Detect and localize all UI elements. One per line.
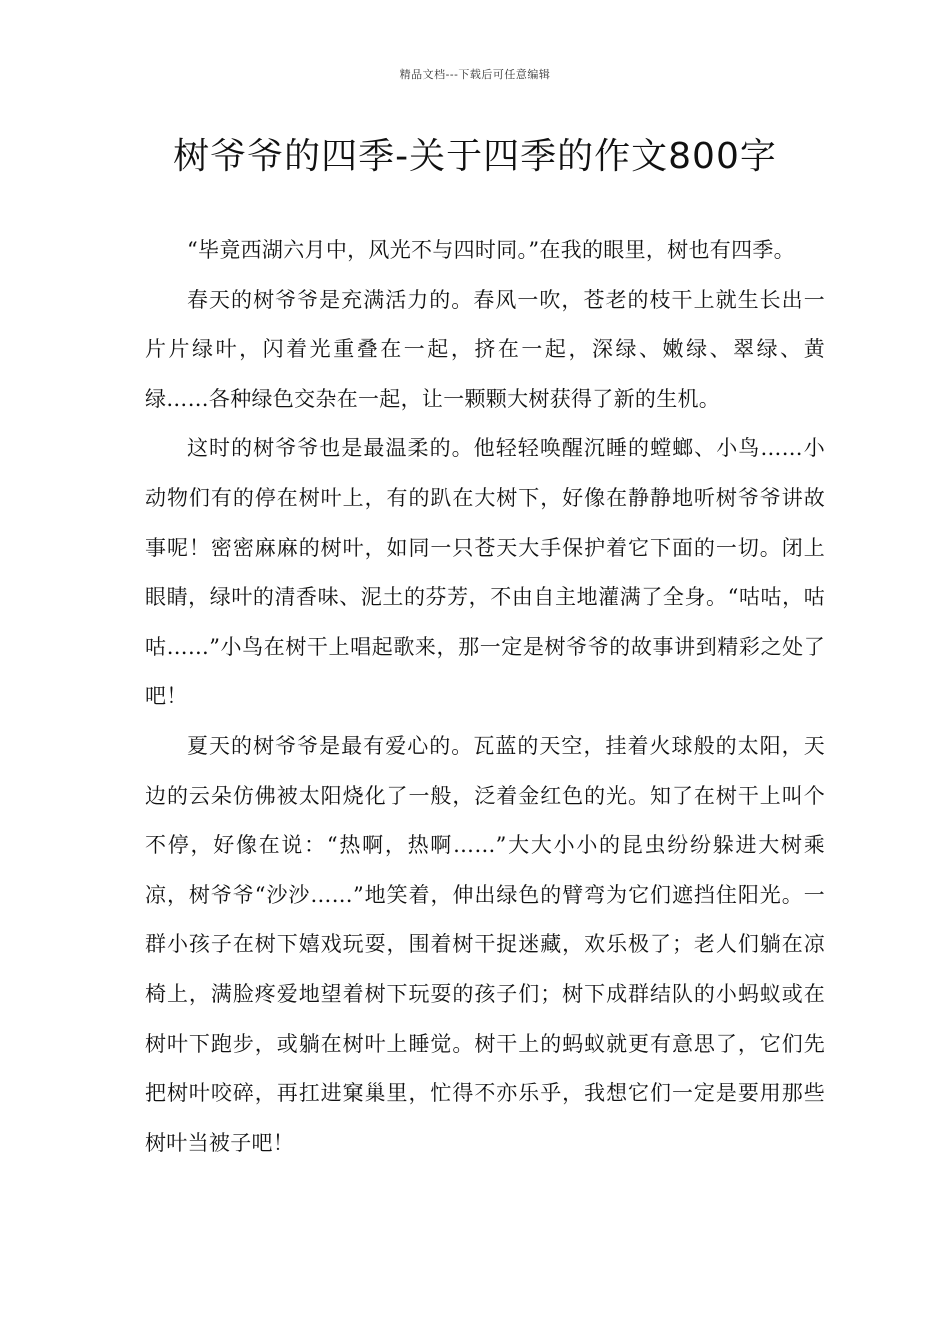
paragraph-spring: 春天的树爷爷是充满活力的。春风一吹，苍老的枝干上就生长出一片片绿叶，闪着光重叠在一起，挤在一起，深绿、嫩绿、翠绿、黄绿……各种绿色交杂在一起，让一颗颗大树获得了新的生机。: [145, 287, 825, 411]
document-body: [145, 226, 825, 1168]
document-title: 树爷爷的四季-关于四季的作文800字: [173, 136, 777, 177]
paragraph-gentle: 这时的树爷爷也是最温柔的。他轻轻唤醒沉睡的螳螂、小鸟……小动物们有的停在树叶上，有的趴在大树下，好像在静静地听树爷爷讲故事呢！密密麻麻的树叶，如同一只苍天大手保护着它下面的一切。闭上眼睛，绿叶的清香味、泥土的芬芳，不由自主地灌满了全身。“咕咕，咕咕……”小鸟在树干上唱起歌来，那一定是树爷爷的故事讲到精彩之处了吧！: [145, 436, 825, 709]
header-note: 精品文档---下载后可任意编辑: [399, 68, 551, 81]
paragraph-intro: “毕竟西湖六月中，风光不与四时同。”在我的眼里，树也有四季。: [187, 238, 795, 262]
paragraph-summer: 夏天的树爷爷是最有爱心的。瓦蓝的天空，挂着火球般的太阳，天边的云朵仿佛被太阳烧化了一般，泛着金红色的光。知了在树干上叫个不停，好像在说：“热啊，热啊……”大大小小的昆虫纷纷躲进大树乘凉，树爷爷“沙沙……”地笑着，伸出绿色的臂弯为它们遮挡住阳光。一群小孩子在树下嬉戏玩耍，围着树干捉迷藏，欢乐极了；老人们躺在凉椅上，满脸疼爱地望着树下玩耍的孩子们；树下成群结队的小蚂蚁或在树叶下跑步，或躺在树叶上睡觉。树干上的蚂蚁就更有意思了，它们先把树叶咬碎，再扛进窠巢里，忙得不亦乐乎，我想它们一定是要用那些树叶当被子吧！: [145, 733, 825, 1155]
